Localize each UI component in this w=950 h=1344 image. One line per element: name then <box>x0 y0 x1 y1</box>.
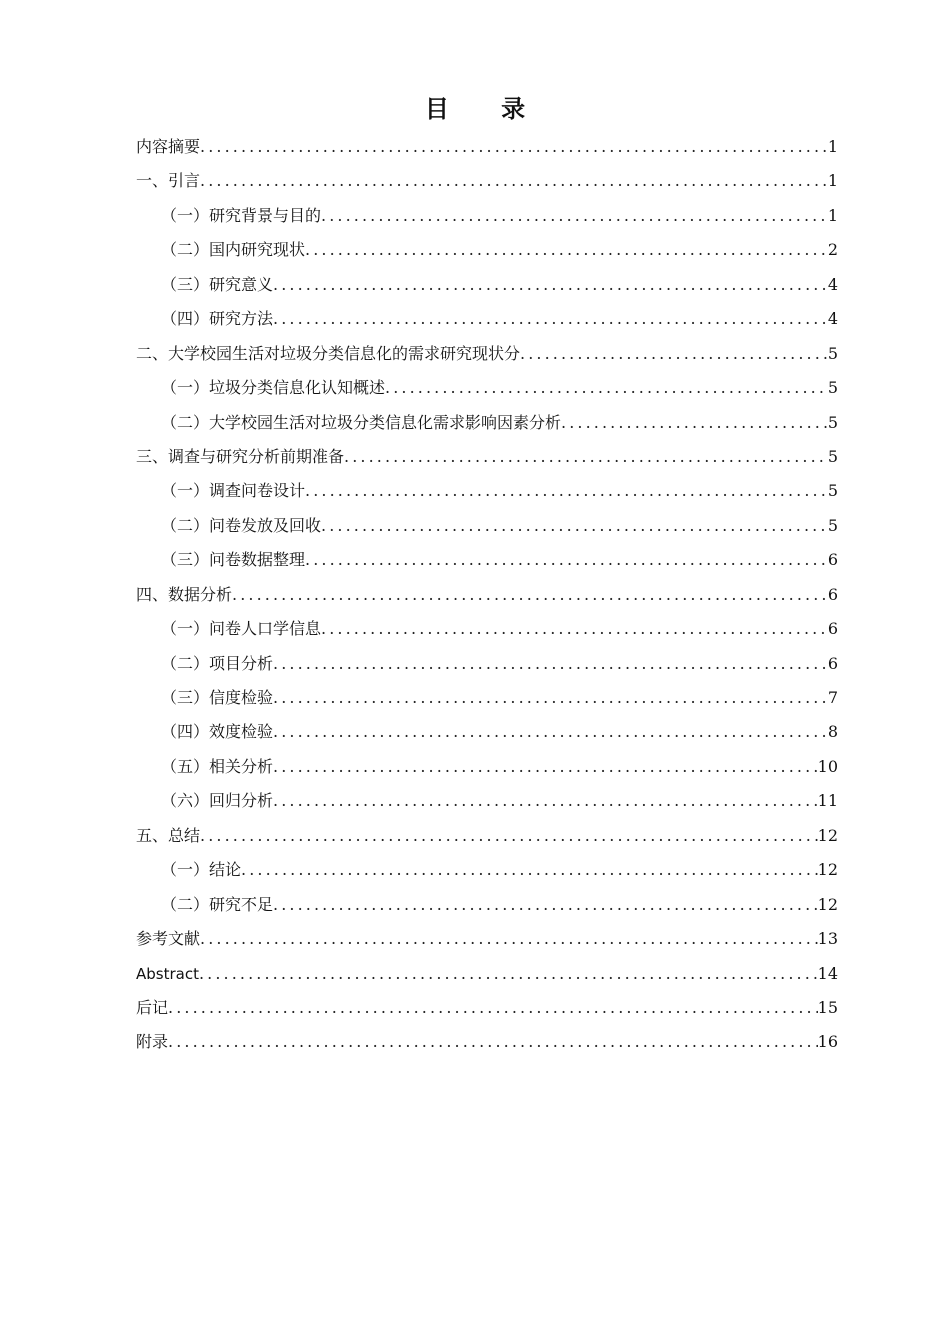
toc-entry[interactable] <box>136 509 838 543</box>
toc-entry[interactable] <box>136 578 838 612</box>
toc-entry[interactable] <box>136 681 838 715</box>
toc-page-number: 10 <box>817 756 838 776</box>
toc-entry-title: （一）研究背景与目的 <box>161 205 322 225</box>
toc-entry-title: （三）问卷数据整理 <box>161 550 306 570</box>
toc-page-number: 12 <box>817 894 838 914</box>
dot-leader <box>305 474 828 508</box>
toc-entry[interactable] <box>136 199 838 233</box>
toc-page-number: 5 <box>827 378 838 398</box>
toc-entry-title: （二）研究不足 <box>161 894 274 914</box>
dot-leader <box>200 130 828 164</box>
dot-leader <box>273 888 818 922</box>
toc-page-number: 6 <box>827 584 838 604</box>
dot-leader <box>200 922 818 956</box>
toc-entry-title: 一、引言 <box>136 171 201 191</box>
dot-leader <box>200 819 818 853</box>
toc-page-number: 8 <box>827 722 838 742</box>
toc-entry[interactable] <box>136 371 838 405</box>
toc-entry[interactable] <box>136 164 838 198</box>
toc-page-number: 1 <box>827 205 838 225</box>
toc-entry[interactable] <box>136 1025 838 1059</box>
toc-entry[interactable] <box>136 715 838 749</box>
dot-leader <box>321 509 828 543</box>
dot-leader <box>520 337 828 371</box>
toc-entry-title: 参考文献 <box>136 929 201 949</box>
dot-leader <box>321 199 828 233</box>
dot-leader <box>273 302 828 336</box>
toc-page-number: 2 <box>827 240 838 260</box>
toc-entry[interactable] <box>136 750 838 784</box>
dot-leader <box>232 578 828 612</box>
toc-page-number: 1 <box>827 137 838 156</box>
toc-page-number: 6 <box>827 653 838 673</box>
dot-leader <box>273 647 828 681</box>
toc-page-number: 11 <box>817 791 838 811</box>
toc-page-number: 4 <box>827 309 838 329</box>
toc-entry-title: 四、数据分析 <box>136 584 233 604</box>
toc-entry[interactable] <box>136 784 838 818</box>
toc-entry-title: （一）结论 <box>161 860 242 880</box>
toc-entry-title: Abstract <box>136 964 199 983</box>
toc-entry[interactable] <box>136 853 838 887</box>
toc-entry[interactable] <box>136 957 838 991</box>
toc-entry[interactable] <box>136 819 838 853</box>
dot-leader <box>305 233 828 267</box>
toc-page-number: 5 <box>827 481 838 501</box>
toc-entry[interactable] <box>136 647 838 681</box>
toc-page-number: 5 <box>827 446 838 466</box>
toc-title: 目 录 <box>424 95 548 123</box>
dot-leader <box>561 406 828 440</box>
toc-page-number: 4 <box>827 274 838 294</box>
toc-entry-title: （二）大学校园生活对垃圾分类信息化需求影响因素分析 <box>161 412 562 432</box>
dot-leader <box>305 543 828 577</box>
toc-entry[interactable] <box>136 922 838 956</box>
toc-entry-title: （六）回归分析 <box>161 791 274 811</box>
toc-page-number: 7 <box>827 688 838 707</box>
dot-leader <box>273 715 828 749</box>
dot-leader <box>168 1025 818 1059</box>
dot-leader <box>273 268 828 302</box>
toc-entry[interactable] <box>136 612 838 646</box>
dot-leader <box>273 750 818 784</box>
toc-page-number: 5 <box>827 412 838 432</box>
toc-entry[interactable] <box>136 130 838 164</box>
toc-entry-title: 后记 <box>136 997 169 1017</box>
toc-page-number: 13 <box>817 929 838 949</box>
dot-leader <box>273 681 828 715</box>
dot-leader <box>385 371 828 405</box>
dot-leader <box>241 853 818 887</box>
toc-entry-title: （四）效度检验 <box>161 722 274 742</box>
toc-page-number: 16 <box>817 1032 838 1052</box>
toc-entry[interactable] <box>136 268 838 302</box>
toc-entry-title: （五）相关分析 <box>161 756 274 776</box>
toc-entry-title: （一）问卷人口学信息 <box>161 619 322 639</box>
toc-entry[interactable] <box>136 991 838 1025</box>
dot-leader <box>199 957 818 991</box>
toc-entry-title: 内容摘要 <box>136 137 201 156</box>
toc-page-number: 1 <box>827 171 838 191</box>
toc-entry[interactable] <box>136 406 838 440</box>
toc-entry-title: （二）问卷发放及回收 <box>161 515 322 535</box>
toc-entry-title: 二、大学校园生活对垃圾分类信息化的需求研究现状分 <box>136 343 521 363</box>
toc-page-number: 6 <box>827 550 838 570</box>
toc-entry-title: 三、调查与研究分析前期准备 <box>136 446 345 466</box>
toc-entry-title: （三）研究意义 <box>161 274 274 294</box>
toc-entry[interactable] <box>136 543 838 577</box>
dot-leader <box>168 991 818 1025</box>
toc-entry-title: （二）项目分析 <box>161 653 274 673</box>
toc-page-number: 12 <box>817 860 838 880</box>
toc-entry[interactable] <box>136 474 838 508</box>
toc-entry-title: （一）调查问卷设计 <box>161 481 306 501</box>
toc-entry[interactable] <box>136 888 838 922</box>
toc-entry-title: （四）研究方法 <box>161 309 274 329</box>
dot-leader <box>321 612 828 646</box>
toc-page-number: 15 <box>817 997 838 1017</box>
dot-leader <box>344 440 828 474</box>
toc-entry[interactable] <box>136 440 838 474</box>
toc-entry-title: （三）信度检验 <box>161 688 274 707</box>
toc-entry[interactable] <box>136 302 838 336</box>
dot-leader <box>273 784 818 818</box>
toc-entry-title: （一）垃圾分类信息化认知概述 <box>161 378 386 398</box>
toc-entry[interactable] <box>136 233 838 267</box>
toc-entry-title: 附录 <box>136 1032 169 1052</box>
toc-page-number: 5 <box>827 515 838 535</box>
toc-page-number: 14 <box>817 963 838 983</box>
toc-entry-title: 五、总结 <box>136 825 201 845</box>
toc-page-number: 12 <box>817 825 838 845</box>
dot-leader <box>200 164 828 198</box>
toc-entry-title: （二）国内研究现状 <box>161 240 306 260</box>
toc-list <box>136 130 838 1060</box>
toc-entry[interactable] <box>136 337 838 371</box>
toc-page-number: 5 <box>827 343 838 363</box>
toc-page-number: 6 <box>827 619 838 639</box>
